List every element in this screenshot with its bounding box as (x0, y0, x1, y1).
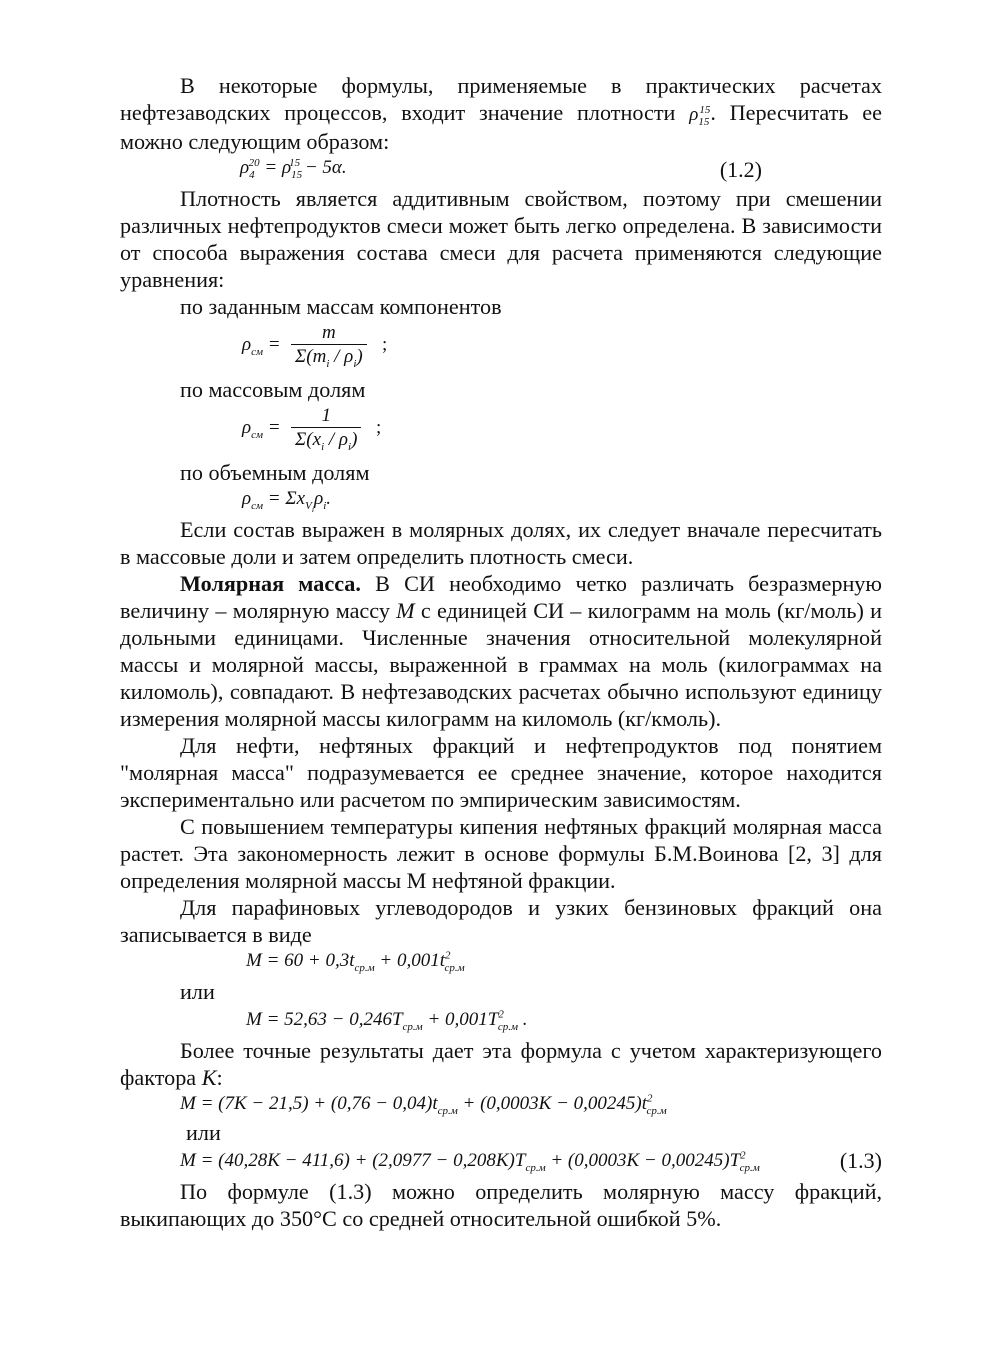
paragraph-voinov: С повышением температуры кипения нефтяных фракций молярная масса растет. Эта закономерность лежит в основе формулы Б.М.Воинова [2, 3] для определения молярной массы М нефтяной фракции. (120, 814, 882, 893)
label-by-mass: по заданным массам компонентов (180, 294, 502, 319)
paragraph-additivity: Плотность является аддитивным свойством, поэтому при смешении различных нефтепродуктов смеси может быть легко определена. В зависимости от способа выражения состава смеси для расчета применяются следующие уравнения: (120, 186, 882, 292)
label-or-1: или (180, 979, 215, 1004)
equation-number-1-3: (1.3) (839, 1148, 882, 1173)
label-by-volume-fraction: по объемным долям (180, 460, 370, 485)
document-page (120, 72, 882, 1232)
paragraph-density-intro: В некоторые формулы, применяемые в практических расчетах нефтезаводских процессов, входит значение плотности $\rho_{15}^{15}$. Пересчитать ее можно следующим образом: (120, 73, 882, 154)
paragraph-molar-mass: Молярная масса. В СИ необходимо четко различать безразмерную величину – молярную массу М с единицей СИ – килограмм на моль (кг/моль) и дольными единицами. Численные значения относительной молекулярной массы и молярной массы, выраженной в граммах на моль (килограммах на киломоль), совпадают. В нефтезаводских расчетах обычно используют единицу измерения молярной массы килограмм на киломоль (кг/кмоль). (120, 571, 882, 731)
paragraph-molar-fractions: Если состав выражен в молярных долях, их следует вначале пересчитать в массовые доли и затем определить плотность смеси. (120, 517, 882, 569)
formula-mix-by-volume-fraction: $\rho_{см} = \Sigma x_{V_i}\rho_i$. (242, 488, 331, 514)
paragraph-paraffin: Для парафиновых углеводородов и узких бензиновых фракций она записывается в виде (120, 895, 882, 947)
formula-k-T: $M = (40,28K - 411,6) + (2,0977 - 0,208K)T_{ср.м} + (0,0003K - 0,00245)T^2_{ср.м}$ (1.3) (180, 1148, 882, 1174)
equation-1-2: $\rho_4^{20} = \rho_{15}^{15} - 5\alpha$. (1.2) (240, 156, 762, 182)
formula-mix-by-mass: $\rho_{см}$ = $\frac{m}{\Sigma(m_i / \rho_i)}$ ; (242, 322, 388, 370)
paragraph-average-molar-mass: Для нефти, нефтяных фракций и нефтепродуктов под понятием "молярная масса" подразумевается ее среднее значение, которое находится экспериментально или расчетом по эмпирическим зависимостям. (120, 733, 882, 812)
paragraph-error: По формуле (1.3) можно определить молярную массу фракций, выкипающих до 350°С со средней относительной ошибкой 5%. (120, 1179, 882, 1231)
formula-k-t: $M = (7K - 21,5) + (0,76 - 0,04)t_{ср.м} + (0,0003K - 0,00245)t^2_{ср.м}$ (180, 1092, 667, 1117)
equation-number: (1.2) (719, 157, 762, 182)
paragraph-characterizing-factor: Более точные результаты дает эта формула с учетом характеризующего фактора К: (120, 1038, 882, 1090)
formula-mix-by-mass-fraction: $\rho_{см}$ = $\frac{1}{\Sigma(x_i / \rho_i)}$ ; (242, 405, 382, 453)
formula-voinov-t: $M = 60 + 0,3t_{ср.м} + 0,001t^2_{ср.м}$ (246, 949, 465, 974)
label-by-mass-fraction: по массовым долям (180, 377, 366, 402)
label-or-2: или (186, 1120, 221, 1145)
formula-voinov-T: $M = 52,63 - 0,246T_{ср.м} + 0,001T^2_{ср.м}$ . (246, 1008, 528, 1033)
